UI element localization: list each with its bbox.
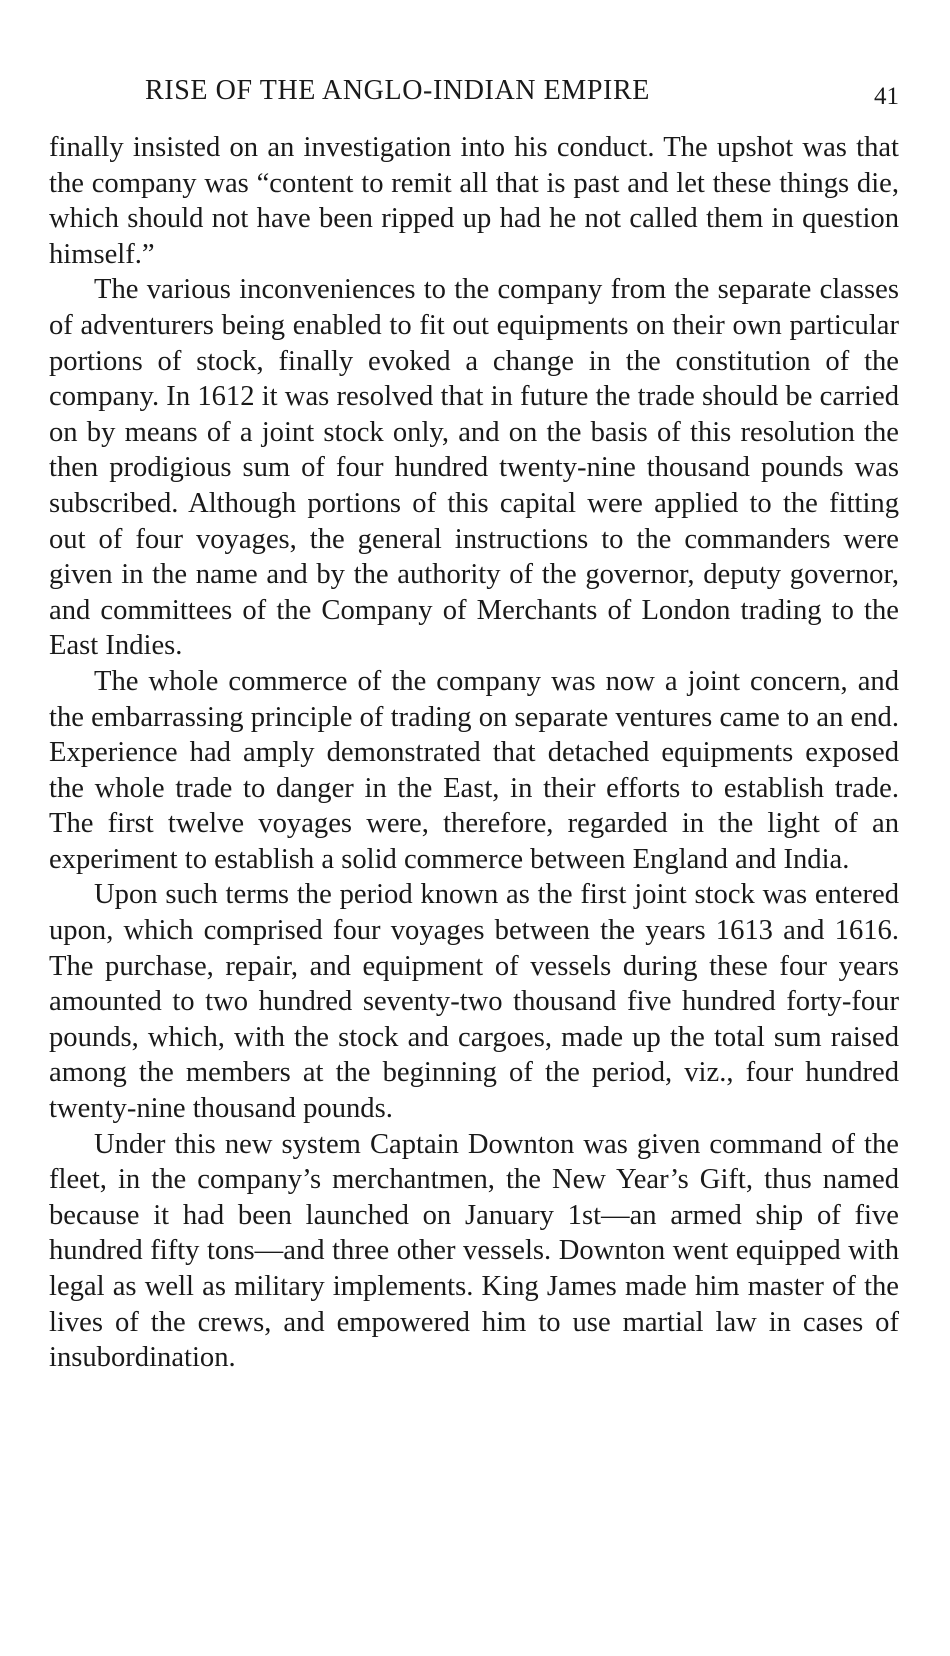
paragraph-5: Under this new system Captain Downton was given command of the fleet, in the company’s merchantmen, the New Year’s Gift, thus named because it had been launched on January 1st—an armed ship of five hundred fifty tons—and three other vessels. Downton went equipped with legal as well as military implements. King James made him master of the lives of the crews, and empowered him to use martial law in cases of insubordination. — [49, 1128, 899, 1374]
running-title: RISE OF THE ANGLO-INDIAN EMPIRE — [145, 75, 650, 106]
running-head — [49, 71, 899, 111]
paragraph-1: finally insisted on an investigation into his conduct. The upshot was that the company was “content to remit all that is past and let these things die, which should not have been ripped up had he not called them in question himself.” — [49, 132, 899, 270]
paragraph-2: The various inconveniences to the company from the separate classes of adventurers being enabled to fit out equipments on their own particular portions of stock, finally evoked a change in the constitution of the company. In 1612 it was resolved that in future the trade should be carried on by means of a joint stock only, and on the basis of this resolution the then prodigious sum of four hundred twenty-nine thousand pounds was subscribed. Although portions of this capital were applied to the fitting out of four voyages, the general instructions to the commanders were given in the name and by the authority of the governor, deputy governor, and committees of the Company of Merchants of London trading to the East Indies. — [49, 274, 899, 662]
paragraph-4: Upon such terms the period known as the first joint stock was entered upon, which comprised four voyages between the years 1613 and 1616. The purchase, repair, and equipment of vessels during these four years amounted to two hundred seventy-two thousand five hundred forty-four pounds, which, with the stock and cargoes, made up the total sum raised among the members at the beginning of the period, viz., four hundred twenty-nine thousand pounds. — [49, 879, 899, 1125]
page-number: 41 — [874, 83, 899, 110]
paragraph-3: The whole commerce of the company was now a joint concern, and the embarrassing principle of trading on separate ventures came to an end. Experience had amply demonstrated that detached equipments exposed the whole trade to danger in the East, in their efforts to establish trade. The first twelve voyages were, therefore, regarded in the light of an experiment to establish a solid commerce between England and India. — [49, 665, 899, 875]
body-text — [49, 130, 899, 1376]
